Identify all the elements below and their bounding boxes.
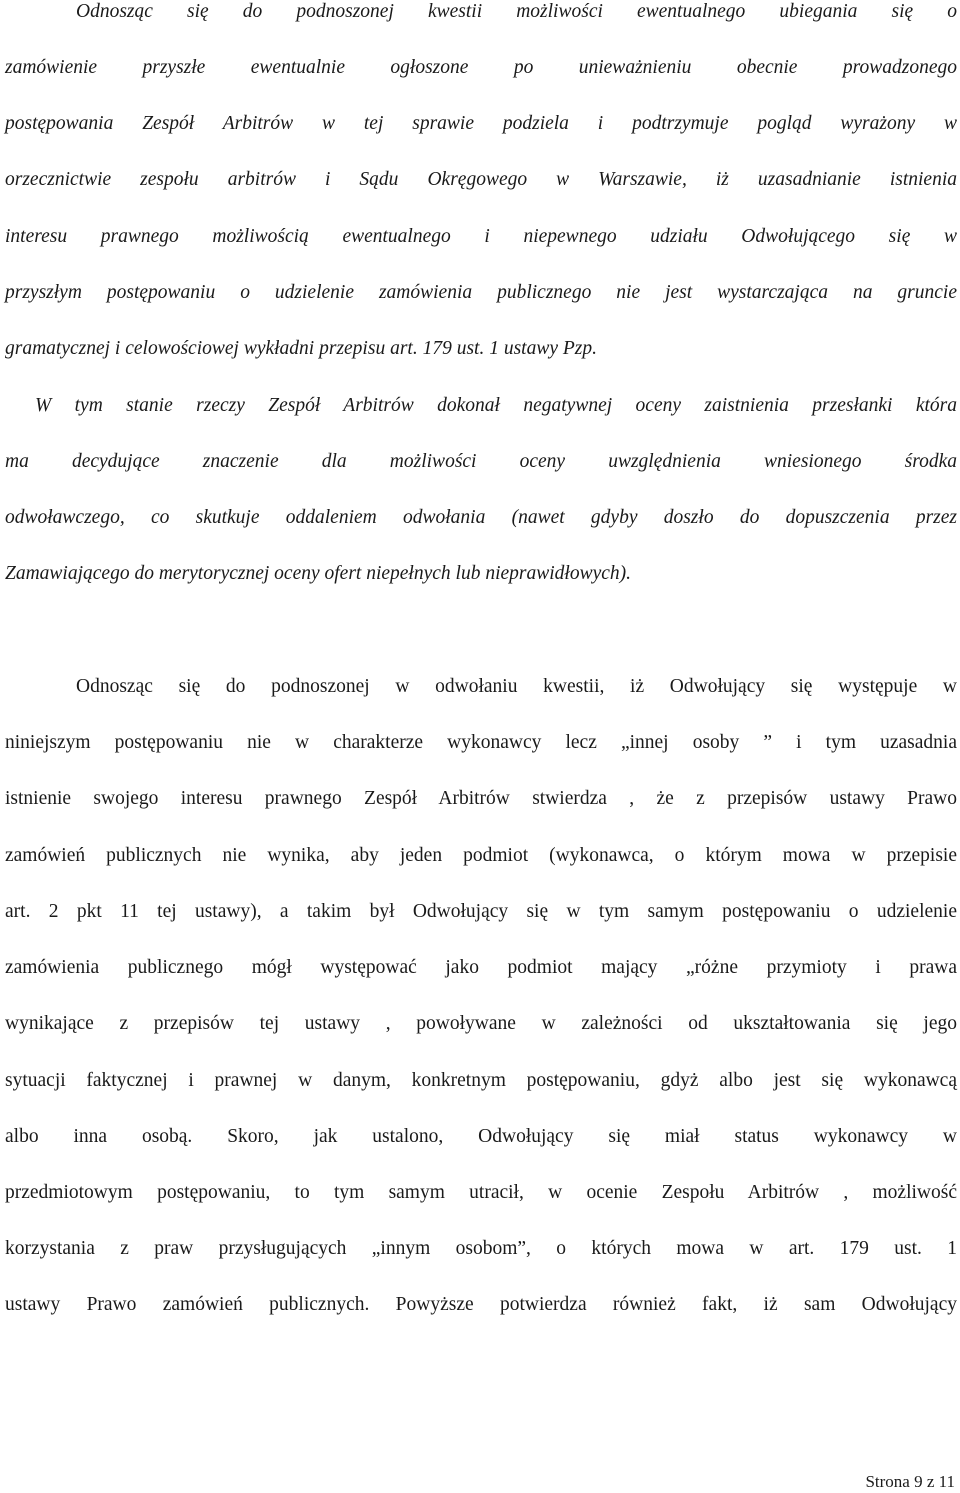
text-line: zamówień publicznych nie wynika, aby jeden podmiot (wykonawca, o którym mowa w przepisie	[5, 845, 957, 866]
text-line: odwoławczego, co skutkuje oddaleniem odwołania (nawet gdyby doszło do dopuszczenia przez	[5, 507, 957, 528]
text-line: Odnosząc się do podnoszonej w odwołaniu kwestii, iż Odwołujący się występuje w	[76, 676, 957, 697]
text-line: gramatycznej i celowościowej wykładni przepisu art. 179 ust. 1 ustawy Pzp.	[5, 338, 597, 359]
text-line: W tym stanie rzeczy Zespół Arbitrów dokonał negatywnej oceny zaistnienia przesłanki która	[35, 395, 957, 416]
text-line: Zamawiającego do merytorycznej oceny ofert niepełnych lub nieprawidłowych).	[5, 563, 632, 584]
text-line: sytuacji faktycznej i prawnej w danym, konkretnym postępowaniu, gdyż albo jest się wykonawcą	[5, 1070, 957, 1091]
text-line: istnienie swojego interesu prawnego Zespół Arbitrów stwierdza , że z przepisów ustawy Prawo	[5, 788, 957, 809]
text-line: korzystania z praw przysługujących „innym osobom”, o których mowa w art. 179 ust. 1	[5, 1238, 957, 1259]
text-line: ustawy Prawo zamówień publicznych. Powyższe potwierdza również fakt, iż sam Odwołujący	[5, 1294, 957, 1315]
text-line: zamówienia publicznego mógł występować jako podmiot mający „różne przymioty i prawa	[5, 957, 957, 978]
text-line: ma decydujące znaczenie dla możliwości oceny uwzględnienia wniesionego środka	[5, 451, 957, 472]
text-line: niniejszym postępowaniu nie w charakterze wykonawcy lecz „innej osoby ” i tym uzasadnia	[5, 732, 957, 753]
text-line: orzecznictwie zespołu arbitrów i Sądu Okręgowego w Warszawie, iż uzasadnianie istnienia	[5, 169, 957, 190]
text-line: przedmiotowym postępowaniu, to tym samym utracił, w ocenie Zespołu Arbitrów , możliwość	[5, 1182, 957, 1203]
text-line: wynikające z przepisów tej ustawy , powoływane w zależności od ukształtowania się jego	[5, 1013, 957, 1034]
text-line: interesu prawnego możliwością ewentualnego i niepewnego udziału Odwołującego się w	[5, 226, 957, 247]
text-line: Odnosząc się do podnoszonej kwestii możliwości ewentualnego ubiegania się o	[76, 1, 957, 22]
text-line: przyszłym postępowaniu o udzielenie zamówienia publicznego nie jest wystarczająca na gruncie	[5, 282, 957, 303]
page-number: Strona 9 z 11	[865, 1472, 955, 1491]
text-line: albo inna osobą. Skoro, jak ustalono, Odwołujący się miał status wykonawcy w	[5, 1126, 957, 1147]
text-line: zamówienie przyszłe ewentualnie ogłoszone po unieważnieniu obecnie prowadzonego	[5, 57, 957, 78]
text-line: art. 2 pkt 11 tej ustawy), a takim był Odwołujący się w tym samym postępowaniu o udzielenie	[5, 901, 957, 922]
text-line: postępowania Zespół Arbitrów w tej sprawie podziela i podtrzymuje pogląd wyrażony w	[5, 113, 957, 134]
